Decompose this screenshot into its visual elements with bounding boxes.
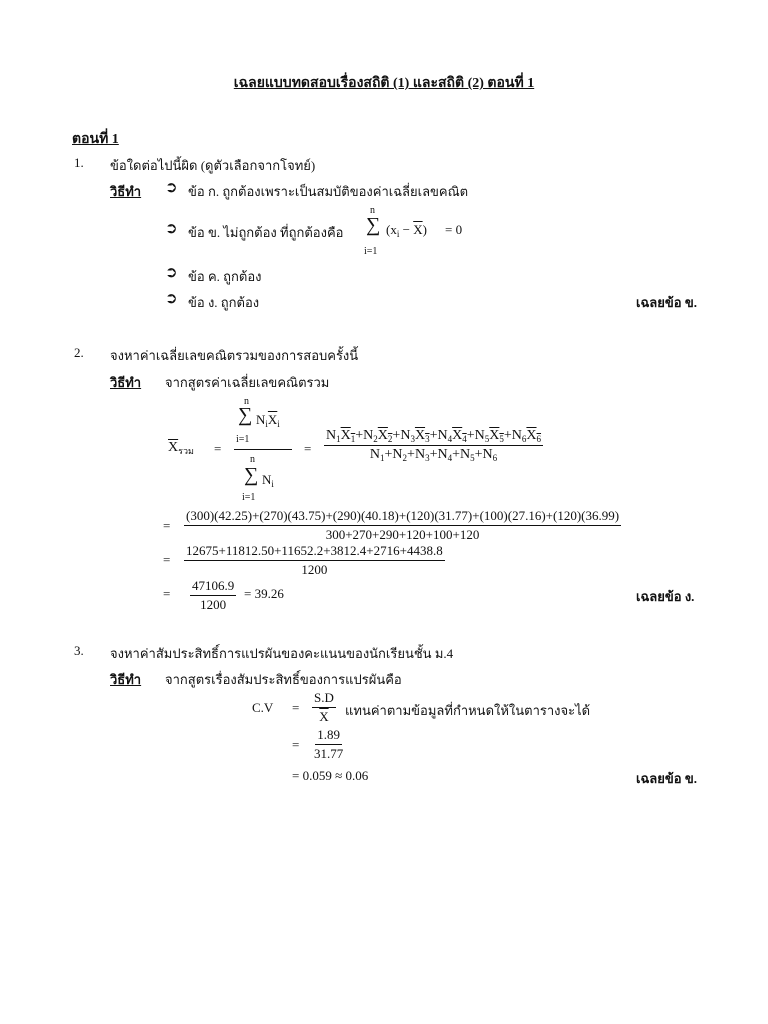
equals-sign: = [292, 737, 300, 752]
q3-method-text: จากสูตรเรื่องสัมประสิทธิ์ของการแปรผันคือ [165, 672, 402, 687]
sigma-icon: ∑ [366, 214, 381, 236]
q2-step1-denominator: 300+270+290+120+100+120 [325, 527, 480, 542]
q2-method-text: จากสูตรค่าเฉลี่ยเลขคณิตรวม [165, 375, 330, 390]
q3-method-label: วิธีทำ [110, 672, 142, 687]
q2-step3-denominator: 1200 [200, 597, 227, 612]
q1-answer: เฉลยข้อ ข. [636, 295, 697, 310]
sigma-icon: ∑ [238, 404, 253, 426]
q2-num-term: $N_i\overline{X}_i$ [256, 412, 280, 429]
q1-sum-lower: i=1 [364, 246, 378, 257]
q2-expanded-fraction [324, 428, 543, 463]
q2-step2-fraction [184, 543, 445, 578]
q3-cv-denominator: X [319, 709, 329, 724]
q1-sum-expression: $(x_i - \overline{X})$ [386, 222, 427, 239]
q1-sum-upper: n [370, 205, 375, 216]
q2-den-sum-upper: n [250, 454, 255, 465]
q1-sum-rhs: = 0 [445, 222, 463, 237]
q2-step1-fraction [184, 508, 621, 543]
q2-step2-denominator: 1200 [301, 562, 328, 577]
q2-num-sum-upper: n [244, 396, 249, 407]
q1-option-c: ข้อ ค. ถูกต้อง [188, 269, 262, 284]
q3-cv-fraction [312, 690, 336, 725]
q2-step3-fraction [190, 578, 236, 613]
equals-sign: = [292, 700, 300, 715]
q3-step1-denominator: 31.77 [314, 746, 344, 761]
sigma-icon: ∑ [244, 464, 259, 486]
q2-question: จงหาค่าเฉลี่ยเลขคณิตรวมของการสอบครั้งนี้ [110, 348, 359, 363]
q3-answer: เฉลยข้อ ข. [636, 771, 697, 786]
q2-step2-numerator: 12675+11812.50+11652.2+3812.4+2716+4438.8 [184, 543, 445, 561]
q3-cv-numerator: S.D [312, 690, 336, 708]
q3-number: 3. [74, 643, 84, 658]
q2-den-sum-lower: i=1 [242, 492, 256, 503]
q2-step1-numerator: (300)(42.25)+(270)(43.75)+(290)(40.18)+(120)(31.77)+(100)(27.16)+(120)(36.99) [184, 508, 621, 526]
q1-question: ข้อใดต่อไปนี้ผิด (ดูตัวเลือกจากโจทย์) [110, 158, 316, 173]
q1-option-b: ข้อ ข. ไม่ถูกต้อง ที่ถูกต้องคือ [188, 225, 344, 240]
q3-step1-numerator: 1.89 [315, 727, 342, 745]
q2-lhs: $\overline{X}_{รวม}$ [168, 440, 194, 456]
q2-den-term: $N_i$ [262, 472, 274, 489]
q2-step3-numerator: 47106.9 [190, 578, 236, 596]
section-heading: ตอนที่ 1 [72, 132, 119, 147]
arrow-icon: ➲ [165, 178, 178, 196]
equals-sign: = [163, 586, 171, 601]
equals-sign: = [163, 552, 171, 567]
q1-option-d: ข้อ ง. ถูกต้อง [188, 295, 260, 310]
q1-method-label: วิธีทำ [110, 184, 142, 199]
fraction-bar [234, 449, 292, 450]
q2-result: = 39.26 [244, 586, 284, 601]
q2-method-label: วิธีทำ [110, 375, 142, 390]
q1-number: 1. [74, 155, 84, 170]
q3-question: จงหาค่าสัมประสิทธิ์การแปรผันของคะแนนของนักเรียนชั้น ม.4 [110, 646, 454, 661]
q2-answer: เฉลยข้อ ง. [636, 589, 695, 604]
q2-expanded-numerator: $N_1X_1+N_2X_2+N_3X_3+N_4X_4+N_5X_5+N_6X_6$ [326, 428, 542, 444]
equals-sign: = [214, 441, 222, 456]
q3-cv-label: C.V [252, 700, 274, 715]
equals-sign: = [304, 441, 312, 456]
q3-note: แทนค่าตามข้อมูลที่กำหนดให้ในตารางจะได้ [345, 703, 591, 718]
q2-number: 2. [74, 345, 84, 360]
page-title: เฉลยแบบทดสอบเรื่องสถิติ (1) และสถิติ (2) ตอนที่ 1 [233, 76, 535, 91]
arrow-icon: ➲ [165, 289, 178, 307]
q1-option-a: ข้อ ก. ถูกต้องเพราะเป็นสมบัติของค่าเฉลี่ยเลขคณิต [188, 184, 469, 199]
q2-expanded-denominator: $N_1+N_2+N_3+N_4+N_5+N_6$ [369, 447, 498, 463]
arrow-icon: ➲ [165, 263, 178, 281]
equals-sign: = [163, 518, 171, 533]
q2-num-sum-lower: i=1 [236, 434, 250, 445]
q3-result: = 0.059 ≈ 0.06 [292, 768, 369, 783]
q3-step1-fraction [312, 727, 345, 762]
arrow-icon: ➲ [165, 219, 178, 237]
